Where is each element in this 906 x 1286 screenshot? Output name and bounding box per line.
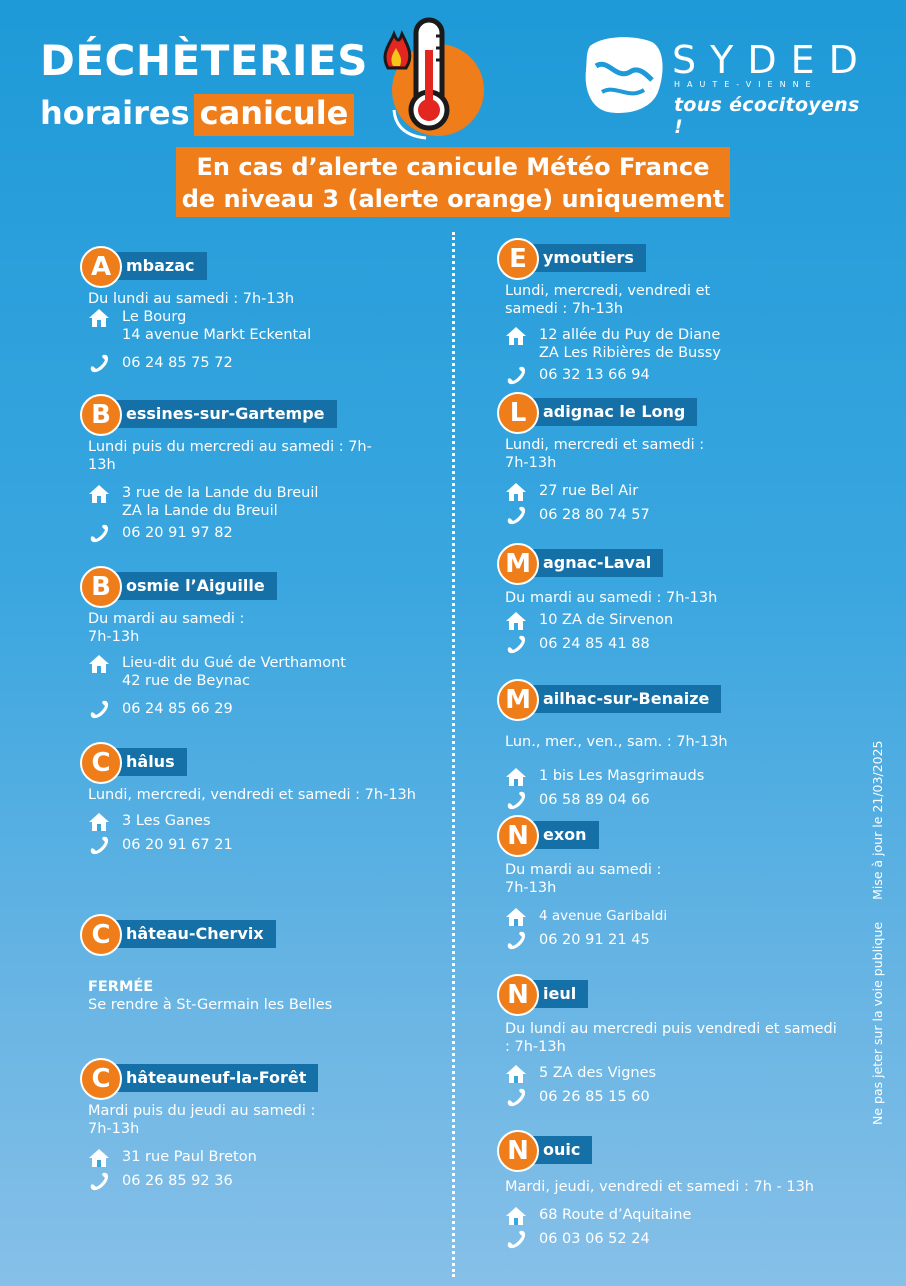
house-icon	[505, 1206, 527, 1226]
phone-icon	[505, 506, 527, 526]
site-phone: 06 20 91 67 21	[88, 836, 480, 856]
site-heading	[497, 392, 897, 436]
site-hours: Du mardi au samedi : 7h-13h	[505, 590, 718, 606]
site-phone: 06 20 91 97 82	[88, 524, 480, 544]
side-notice	[870, 740, 885, 1125]
house-icon	[505, 326, 527, 346]
site-address: 3 rue de la Lande du Breuil ZA la Lande du Breuil	[88, 484, 480, 520]
site-hours: Lundi, mercredi et samedi : 7h-13h	[505, 437, 705, 471]
site-name: adignac le Long	[527, 398, 697, 426]
site-nieul	[497, 974, 897, 1108]
site-heading	[497, 679, 897, 723]
site-heading	[80, 914, 480, 958]
closed-label: FERMÉE	[88, 979, 154, 995]
site-address: 68 Route d’Aquitaine	[505, 1206, 897, 1226]
phone-icon	[88, 700, 110, 720]
subtitle-highlight: canicule	[194, 94, 355, 136]
site-hours: Lundi, mercredi, vendredi et samedi : 7h-13h	[505, 283, 711, 317]
syded-logo	[582, 36, 872, 138]
site-name: mbazac	[110, 252, 207, 280]
site-name: hâlus	[110, 748, 187, 776]
closed-redirect: Se rendre à St-Germain les Belles	[88, 997, 333, 1013]
site-name: ailhac-sur-Benaize	[527, 685, 721, 713]
site-ladignac	[497, 392, 897, 526]
site-hours: Lundi, mercredi, vendredi et samedi : 7h-13h	[88, 787, 416, 803]
alert-line-2: de niveau 3 (alerte orange) uniquement	[181, 185, 725, 213]
site-name: osmie l’Aiguille	[110, 572, 277, 600]
site-hours: Mardi, jeudi, vendredi et samedi : 7h - 13h	[505, 1179, 814, 1195]
site-name: hâteau-Chervix	[110, 920, 276, 948]
site-address: 5 ZA des Vignes	[505, 1064, 897, 1084]
site-address: Lieu-dit du Gué de Verthamont 42 rue de Beynac	[88, 654, 480, 690]
phone-icon	[88, 1172, 110, 1192]
site-chateauneuf	[80, 1058, 480, 1192]
site-initial: B	[80, 566, 122, 608]
alert-line-1: En cas d’alerte canicule Météo France	[196, 153, 710, 181]
site-phone: 06 26 85 92 36	[88, 1172, 480, 1192]
site-hours: Du lundi au samedi : 7h-13h	[88, 291, 295, 307]
site-nexon	[497, 815, 897, 951]
site-address: 1 bis Les Masgrimauds	[505, 767, 897, 787]
site-initial: M	[497, 543, 539, 585]
site-name: exon	[527, 821, 599, 849]
site-address: 10 ZA de Sirvenon	[505, 611, 897, 631]
logo-region: HAUTE-VIENNE	[674, 80, 818, 89]
site-heading	[497, 974, 897, 1018]
site-initial: A	[80, 246, 122, 288]
house-icon	[505, 907, 527, 927]
site-phone: 06 26 85 15 60	[505, 1088, 897, 1108]
site-initial: N	[497, 815, 539, 857]
site-phone: 06 28 80 74 57	[505, 506, 897, 526]
site-address: 31 rue Paul Breton	[88, 1148, 480, 1168]
site-heading	[80, 1058, 480, 1102]
site-address: 4 avenue Garibaldi	[505, 907, 897, 927]
public-road-notice: Ne pas jeter sur la voie publique	[870, 921, 885, 1125]
site-mailhac	[497, 679, 897, 811]
site-address: Le Bourg 14 avenue Markt Eckental	[88, 308, 480, 344]
site-chalus	[80, 742, 480, 856]
phone-icon	[505, 1230, 527, 1250]
logo-name: SYDED	[672, 38, 872, 82]
site-initial: M	[497, 679, 539, 721]
house-icon	[505, 767, 527, 787]
update-date: Mise à jour le 21/03/2025	[870, 740, 885, 900]
site-initial: N	[497, 1130, 539, 1172]
site-initial: N	[497, 974, 539, 1016]
site-name: hâteauneuf-la-Forêt	[110, 1064, 318, 1092]
phone-icon	[505, 1088, 527, 1108]
site-name: ouic	[527, 1136, 592, 1164]
phone-icon	[88, 354, 110, 374]
site-heading	[80, 566, 480, 610]
site-hours: Du lundi au mercredi puis vendredi et samedi : 7h-13h	[505, 1021, 837, 1055]
site-phone: 06 20 91 21 45	[505, 931, 897, 951]
site-address: 12 allée du Puy de Diane ZA Les Ribières de Bussy	[505, 326, 897, 362]
subtitle-prefix: horaires	[40, 94, 190, 132]
site-heading	[497, 1130, 897, 1174]
house-icon	[505, 1064, 527, 1084]
site-heading	[80, 742, 480, 786]
logo-tagline: tous écocitoyens !	[674, 94, 860, 138]
site-hours: Du mardi au samedi : 7h-13h	[88, 611, 245, 645]
site-name: essines-sur-Gartempe	[110, 400, 337, 428]
house-icon	[88, 654, 110, 674]
thermometer-fire-icon	[376, 10, 491, 145]
phone-icon	[505, 635, 527, 655]
house-icon	[505, 611, 527, 631]
site-ambazac	[80, 246, 480, 374]
site-address: 27 rue Bel Air	[505, 482, 897, 502]
site-heading	[80, 394, 480, 438]
house-icon	[88, 1148, 110, 1168]
site-initial: C	[80, 914, 122, 956]
site-magnac-laval	[497, 543, 897, 655]
phone-icon	[505, 931, 527, 951]
house-icon	[88, 308, 110, 328]
site-phone: 06 24 85 41 88	[505, 635, 897, 655]
site-address: 3 Les Ganes	[88, 812, 480, 832]
site-heading	[497, 815, 897, 859]
site-initial: C	[80, 1058, 122, 1100]
site-phone: 06 24 85 66 29	[88, 700, 480, 720]
house-icon	[505, 482, 527, 502]
site-phone: 06 58 89 04 66	[505, 791, 897, 811]
house-icon	[88, 484, 110, 504]
site-initial: B	[80, 394, 122, 436]
site-hours: Mardi puis du jeudi au samedi : 7h-13h	[88, 1103, 316, 1137]
page-title: DÉCHÈTERIES	[40, 36, 368, 85]
phone-icon	[505, 366, 527, 386]
page-subtitle	[40, 94, 354, 132]
site-hours: Lun., mer., ven., sam. : 7h-13h	[505, 734, 728, 750]
syded-logo-icon	[582, 36, 666, 116]
site-nouic	[497, 1130, 897, 1250]
phone-icon	[505, 791, 527, 811]
site-initial: E	[497, 238, 539, 280]
site-bessines	[80, 394, 480, 544]
site-name: ieul	[527, 980, 588, 1008]
site-hours: Du mardi au samedi : 7h-13h	[505, 862, 662, 896]
site-heading	[497, 238, 897, 282]
site-phone: 06 32 13 66 94	[505, 366, 897, 386]
house-icon	[88, 812, 110, 832]
phone-icon	[88, 836, 110, 856]
site-initial: C	[80, 742, 122, 784]
site-closed-notice	[88, 978, 480, 1014]
site-bosmie	[80, 566, 480, 720]
site-phone: 06 03 06 52 24	[505, 1230, 897, 1250]
site-heading	[80, 246, 480, 290]
site-phone: 06 24 85 75 72	[88, 354, 480, 374]
site-heading	[497, 543, 897, 587]
phone-icon	[88, 524, 110, 544]
site-name: agnac-Laval	[527, 549, 663, 577]
site-chateau-chervix	[80, 914, 480, 1014]
site-hours: Lundi puis du mercredi au samedi : 7h-13h	[88, 439, 372, 473]
site-name: ymoutiers	[527, 244, 646, 272]
alert-banner	[176, 147, 730, 217]
site-eymoutiers	[497, 238, 897, 386]
site-initial: L	[497, 392, 539, 434]
